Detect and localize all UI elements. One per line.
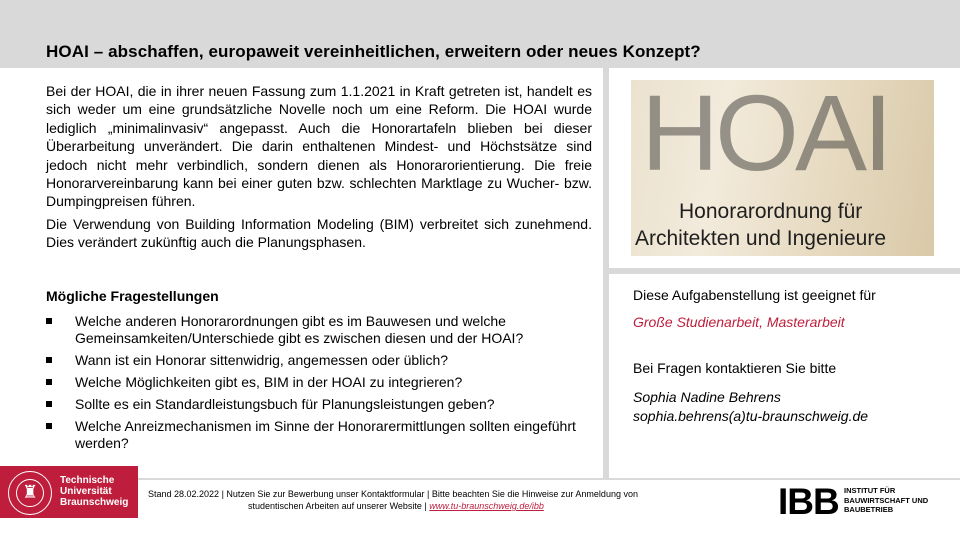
suitability-label: Diese Aufgabenstellung ist geeignet für	[633, 287, 876, 303]
website-link[interactable]: www.tu-braunschweig.de/ibb	[429, 501, 544, 511]
hoai-logo-text: HOAI	[641, 80, 890, 193]
tu-logo-line3: Braunschweig	[60, 497, 129, 508]
question-item	[46, 352, 602, 369]
contact-name: Sophia Nadine Behrens	[633, 389, 781, 405]
question-text: Wann ist ein Honorar sittenwidrig, angemessen oder üblich?	[75, 352, 449, 368]
ibb-logo-line3: BAUBETRIEB	[844, 505, 894, 514]
bullet-square-icon	[46, 401, 52, 407]
contact-label: Bei Fragen kontaktieren Sie bitte	[633, 360, 837, 376]
intro-paragraph-1: Bei der HOAI, die in ihrer neuen Fassung zum 1.1.2021 in Kraft getreten ist, handelt es sich weder um eine grundsätzliche Novelle noch um eine Reform. Die HOAI wurde lediglich „minimalinvasiv“ angepasst. Auch die Honorartafeln blieben bei dieser Überarbeitung unverändert. Die darin enthaltenen Mindest- und Höchstsätze sind jedoch nicht mehr verbindlich, sondern dienen als Honorarorientierung. Die freie Honorarvereinbarung kann bei einer guten bzw. schlechten Marktlage zu Wucher- bzw. Dumpingpreisen führen.	[46, 83, 592, 210]
tu-seal-icon: ♜	[8, 471, 52, 515]
question-item	[46, 418, 602, 452]
tu-logo-text	[60, 475, 128, 508]
bullet-square-icon	[46, 357, 52, 363]
questions-list	[46, 313, 602, 457]
suitability-value: Große Studienarbeit, Masterarbeit	[633, 314, 845, 330]
tu-logo-line1: Technische	[60, 475, 115, 486]
questions-heading: Mögliche Fragestellungen	[46, 288, 219, 304]
footer-line2: studentischen Arbeiten auf unserer Website |	[248, 501, 430, 511]
tu-logo-line2: Universität	[60, 486, 112, 497]
hoai-cover-graphic	[631, 80, 934, 256]
contact-email[interactable]: sophia.behrens(a)tu-braunschweig.de	[633, 408, 869, 424]
ibb-logo-abbr: IBB	[778, 481, 839, 522]
bullet-square-icon	[46, 423, 52, 429]
hoai-cover-image	[631, 80, 934, 256]
ibb-logo-line1: INSTITUT FÜR	[844, 486, 896, 495]
hoai-caption-line2: Architekten und Ingenieure	[635, 227, 887, 250]
horizontal-divider	[609, 268, 960, 274]
question-item	[46, 396, 602, 413]
footer-line1: Stand 28.02.2022 | Nutzen Sie zur Bewerbung unser Kontaktformular | Bitte beachten Sie die Hinweise zur Anmeldung von	[148, 489, 638, 499]
intro-paragraph-2: Die Verwendung von Building Information Modeling (BIM) verbreitet sich zunehmend. Dies verändert zukünftig auch die Planungsphasen.	[46, 215, 592, 251]
question-text: Sollte es ein Standardleistungsbuch für Planungsleistungen geben?	[75, 396, 495, 412]
question-text: Welche Möglichkeiten gibt es, BIM in der HOAI zu integrieren?	[75, 374, 463, 390]
ibb-logo-line2: BAUWIRTSCHAFT UND	[844, 495, 929, 505]
bullet-square-icon	[46, 379, 52, 385]
question-text: Welche Anreizmechanismen im Sinne der Honorarermittlungen sollten eingeführt werden?	[75, 418, 576, 451]
question-item	[46, 374, 602, 391]
hoai-caption-line1: Honorarordnung für	[679, 200, 863, 223]
ibb-logo-text	[844, 486, 928, 515]
intro-text	[46, 82, 592, 256]
bullet-square-icon	[46, 318, 52, 324]
footer-text	[148, 488, 768, 512]
ibb-logo	[778, 482, 948, 522]
question-item	[46, 313, 602, 347]
page-title: HOAI – abschaffen, europaweit vereinheitlichen, erweitern oder neues Konzept?	[46, 42, 701, 61]
footer-divider	[0, 478, 960, 480]
tu-braunschweig-logo	[0, 466, 138, 518]
question-text: Welche anderen Honorarordnungen gibt es im Bauwesen und welche Gemeinsamkeiten/Unterschiede gibt es zwischen diesen und der HOAI?	[75, 313, 524, 346]
